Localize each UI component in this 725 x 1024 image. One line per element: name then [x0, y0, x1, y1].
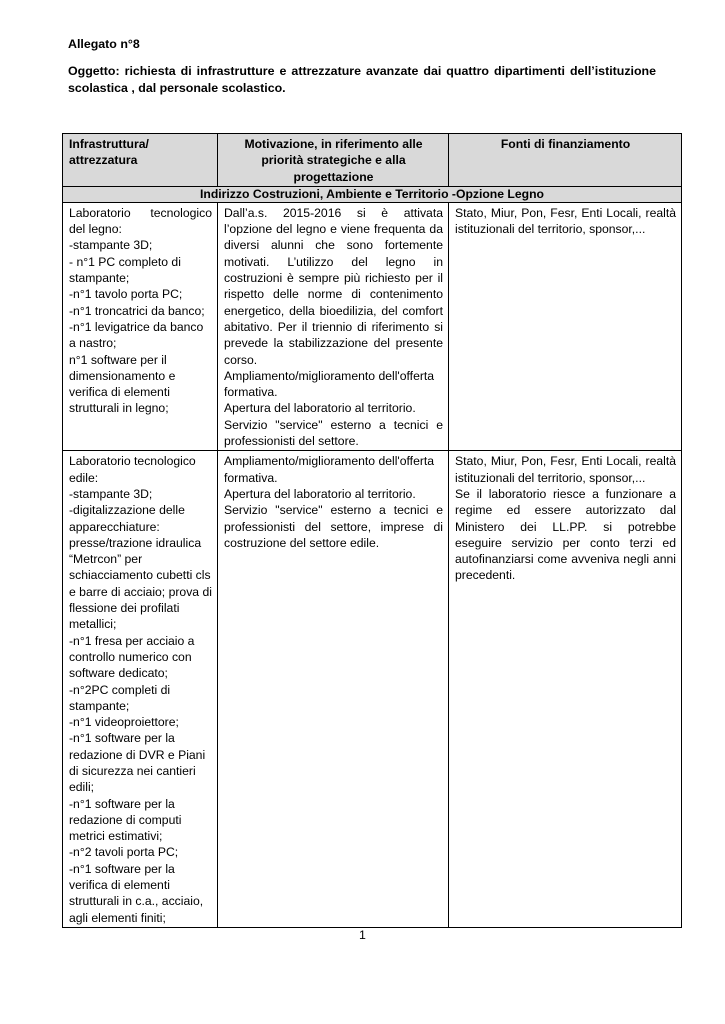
row-1-motivazione-line: Servizio "service" esterno a tecnici e professionisti del settore. [224, 417, 443, 449]
row-1-motivazione-line: Dall’a.s. 2015-2016 si è attivata l’opzione del legno e viene frequenta da diversi alunni che sono fortemente motivati. L’utilizzo del legno in costruzioni è sempre più richiesto per il rispetto delle norme di contenimento energetico, della bioedilizia, del comfort abitativo. Per il triennio di riferimento si prevede la stabilizzazione del presente corso. [224, 205, 443, 367]
table-row [63, 451, 682, 928]
row-1-fonti-line: Stato, Miur, Pon, Fesr, Enti Locali, realtà istituzionali del territorio, sponsor,... [455, 205, 676, 237]
row-1-infra-line: -n°1 levigatrice da banco a nastro; [69, 319, 204, 351]
row-2-infra-line: -n°1 software per la verifica di elementi strutturali in c.a., acciaio, agli elementi finiti; [69, 861, 204, 925]
row-2-infra-line: -n°2PC completi di stampante; [69, 682, 171, 713]
row-1-motivazione-line: Apertura del laboratorio al territorio. [224, 401, 416, 416]
row-2-infra-line: -n°1 fresa per acciaio a controllo numerico con software dedicato; [69, 633, 195, 681]
row-2-fonti-line: Stato, Miur, Pon, Fesr, Enti Locali, realtà istituzionali del territorio, sponsor,... [455, 454, 676, 485]
row-1-infrastruttura [63, 202, 218, 450]
row-2-fonti-line: Se il laboratorio riesce a funzionare a regime ed essere autorizzato dal Ministero dei LL.PP. si potrebbe eseguire servizio per conto terzi ed autofinanziarsi come avveniva negli anni precedenti. [455, 486, 676, 583]
row-2-motivazione-line: Apertura del laboratorio al territorio. [224, 486, 416, 501]
row-1-fonti [449, 202, 682, 450]
row-1-motivazione [218, 202, 449, 450]
table-section-row [63, 186, 682, 202]
table-header-row [63, 134, 682, 187]
table-row [63, 202, 682, 450]
row-2-motivazione-line: Servizio "service" esterno a tecnici e professionisti del settore, imprese di costruzione del settore edile. [224, 503, 443, 550]
document-title: Allegato n°8 [68, 37, 140, 51]
row-2-infrastruttura [63, 451, 218, 928]
row-2-motivazione [218, 451, 449, 928]
row-1-infra-line: -n°1 troncatrici da banco; [69, 303, 205, 318]
row-1-infra-line: -stampante 3D; [69, 238, 153, 253]
row-1-motivazione-line: Ampliamento/miglioramento dell'offerta formativa. [224, 368, 435, 400]
row-2-fonti [449, 451, 682, 928]
page-number: 1 [359, 928, 366, 942]
row-1-infra-line: n°1 software per il dimensionamento e verifica di elementi strutturali in legno; [69, 352, 176, 416]
row-2-infra-line: Laboratorio tecnologico edile: [69, 454, 196, 485]
row-1-infra-line: - n°1 PC completo di stampante; [69, 254, 181, 286]
row-2-infra-line: -n°1 software per la redazione di DVR e Piani di sicurezza nei cantieri edili; [69, 731, 206, 795]
row-1-infra-line: Laboratorio tecnologico del legno: [69, 205, 212, 237]
row-2-infra-line: -stampante 3D; [69, 486, 153, 501]
section-title: Indirizzo Costruzioni, Ambiente e Territorio -Opzione Legno [63, 186, 682, 202]
row-2-motivazione-line: Ampliamento/miglioramento dell'offerta formativa. [224, 454, 435, 485]
header-motivazione: Motivazione, in riferimento alle priorità strategiche e alla progettazione [218, 134, 449, 187]
row-1-infra-line: -n°1 tavolo porta PC; [69, 287, 183, 302]
requests-table [62, 133, 682, 928]
document-subject: Oggetto: richiesta di infrastrutture e attrezzature avanzate dai quattro dipartimenti dell’istituzione scolastica , dal personale scolastico. [68, 64, 656, 95]
header-infrastruttura: Infrastruttura/ attrezzatura [63, 134, 218, 187]
row-2-infra-line: -digitalizzazione delle apparecchiature: presse/trazione idraulica “Metrcon” per schiacciamento cubetti cls e barre di acciaio; prova di flessione dei profilati metallici; [69, 503, 212, 632]
row-2-infra-line: -n°1 videoproiettore; [69, 715, 179, 730]
row-2-infra-line: -n°2 tavoli porta PC; [69, 845, 179, 860]
header-fonti: Fonti di finanziamento [449, 134, 682, 187]
row-2-infra-line: -n°1 software per la redazione di computi metrici estimativi; [69, 796, 182, 844]
